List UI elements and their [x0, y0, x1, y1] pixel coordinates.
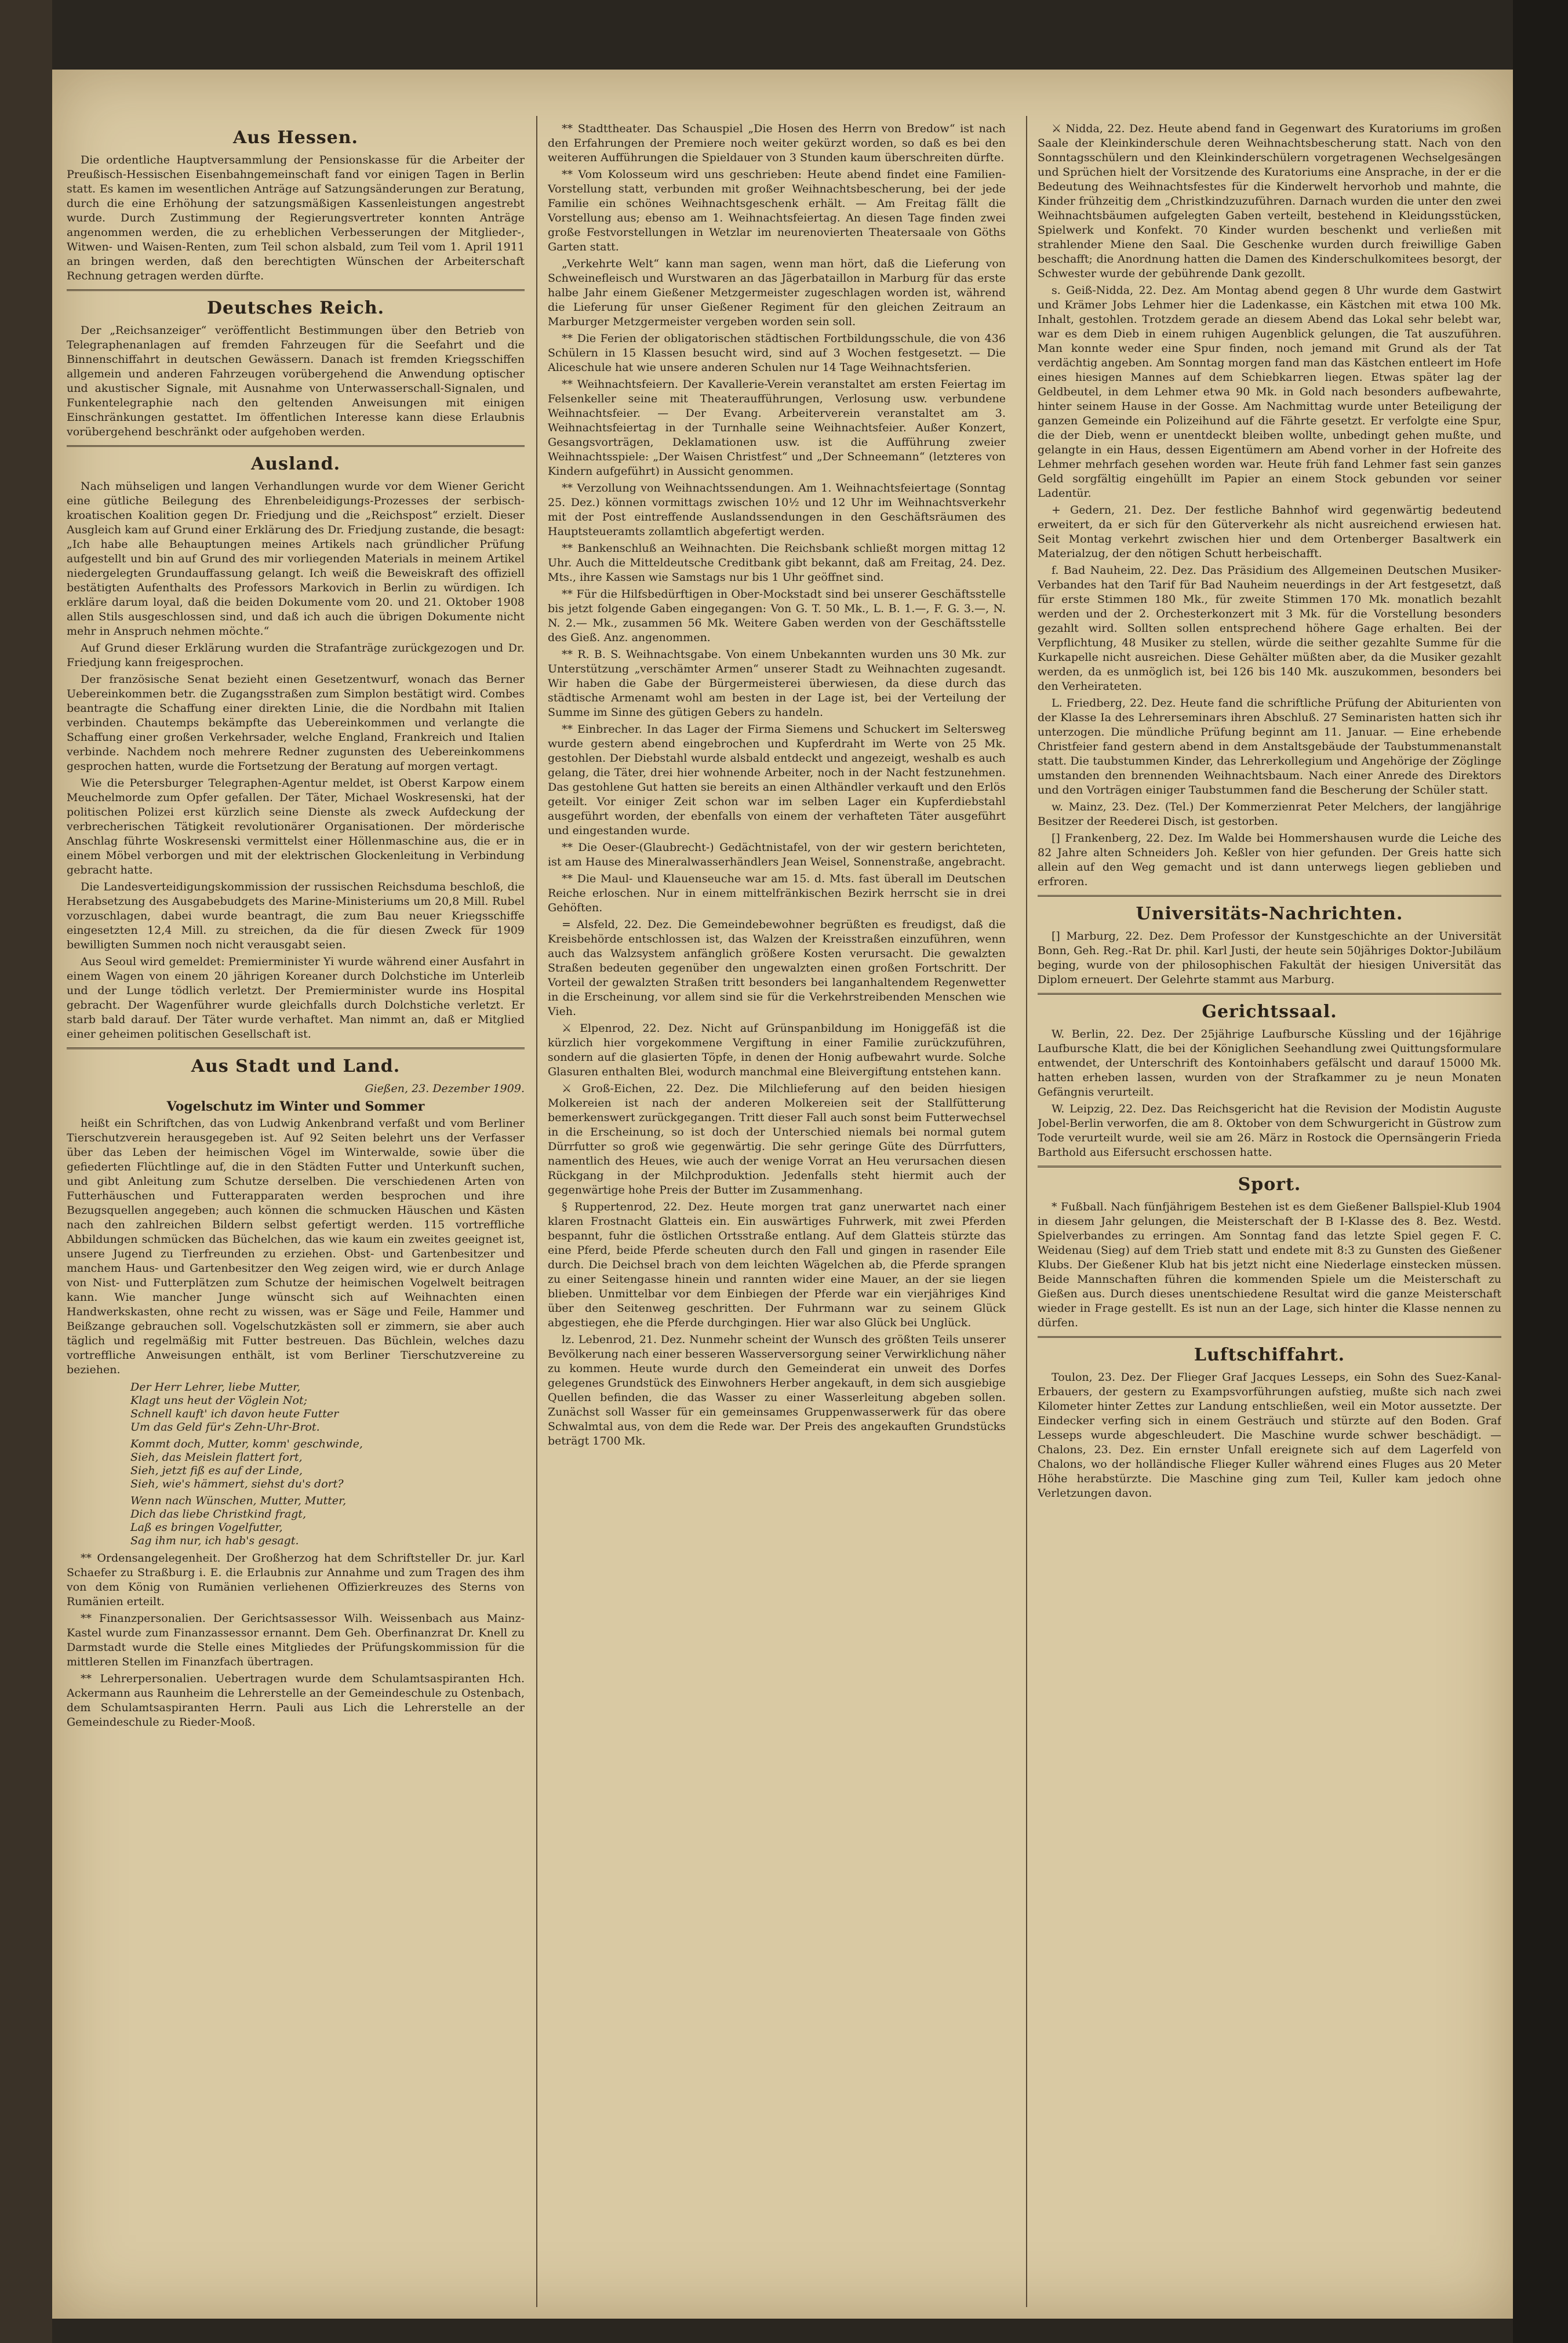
article-text: ** Einbrecher. In das Lager der Firma Siemens und Schuckert im Seltersweg wurde gestern abend eingebrochen und Kupferdraht im Werte von 25 Mk. gestohlen. Der Diebstahl wurde alsbald entdeckt und angezeigt, weshalb es auch gelang, die Täter, drei hier wohnende Arbeiter, noch in der Nacht festzunehmen. Das gestohlene Gut hatten sie bereits an einen Althändler verkauft und den Erlös geteilt. Vor einiger Zeit schon war im selben Lager ein Kupferdiebstahl ausgeführt worden, der ebenfalls von einem der verhafteten Täter ausgeführt und eingestanden wurde.	[548, 723, 1006, 837]
article-text: ** Vom Kolosseum wird uns geschrieben: Heute abend findet eine Familien-Vorstellung statt, verbunden mit großer Weihnachtsbescherung, bei der jede Familie ein schönes Weihnachtsgeschenk erhält. — Am Freitag fällt die Vorstellung aus; ebenso am 1. Weihnachtsfeiertag. An diesen Tage finden zwei große Festvorstellungen in Wetzlar im neurenovierten Theatersaale von Göths Garten statt.	[548, 168, 1006, 253]
article-text: ** Finanzpersonalien. Der Gerichtsassessor Wilh. Weissenbach aus Mainz-Kastel wurde zum Finanzassessor ernannt. Dem Geh. Oberfinanzrat Dr. Knell zu Darmstadt wurde die Stelle eines Mitgliedes der Prüfungskommission für die mittleren Stellen im Finanzfach übertragen.	[67, 1612, 525, 1668]
article-text: heißt ein Schriftchen, das von Ludwig Ankenbrand verfaßt und vom Berliner Tierschutzverein herausgegeben ist. Auf 92 Seiten belehrt uns der Verfasser über das Leben der heimischen Vögel im Winterwalde, sowie über die gefiederten Flüchtlinge auf, die in den Städten Futter und Unterkunft suchen, und gibt Anleitung zum Schutze derselben. Die verschiedenen Arten von Futterhäuschen und Futterapparaten werden besprochen und ihre Bezugsquellen angegeben; auch können die schmucken Häuschen und Kästen nach den zahlreichen Bildern selbst gefertigt werden. 115 vortreffliche Abbildungen schmücken das Büchelchen, das wie kaum ein zweites geeignet ist, unsere Jugend zu Tierfreunden zu erziehen. Obst- und Gartenbesitzer und manchem Haus- und Gartenbesitzer den Weg zeigen wird, wie er durch Anlage von Nist- und Futterplätzen zum Schutze der heimischen Vogelwelt beitragen kann. Wie mancher Junge wünscht sich auf Weihnachten einen Handwerkskasten, ohne recht zu wissen, was er Säge und Feile, Hammer und Beißzange gebrauchen soll. Vogelschutzkästen soll er zimmern, sie aber auch täglich und regelmäßig mit Futter bestreuen. Das Büchlein, welches dazu vortreffliche Anweisungen enthält, ist vom Berliner Tierschutzvereine zu beziehen.	[67, 1117, 525, 1376]
article-text: § Ruppertenrod, 22. Dez. Heute morgen trat ganz unerwartet nach einer klaren Frostnacht Glatteis ein. Ein auswärtiges Fuhrwerk, mit zwei Pferden bespannt, fuhr die östlichen Ortsstraße entlang. Auf dem Glatteis stürzte das eine Pferd, beide Pferde scheuten durch den Fall und gingen in rasender Eile durch. Die Deichsel brach von dem leichten Wägelchen ab, die Pferde sprangen zu einer Seitengasse hinein und rannten wider eine Mauer, an der sie liegen blieben. Unmittelbar vor dem Einbiegen der Pferde war ein vierjähriges Kind über den Seitenweg geschritten. Der Fuhrmann war zu seinem Glück abgestiegen, ehe die Pferde durchgingen. Hier war also Glück bei Unglück.	[548, 1200, 1006, 1329]
article-text: s. Geiß-Nidda, 22. Dez. Am Montag abend gegen 8 Uhr wurde dem Gastwirt und Krämer Jobs Lehmer hier die Ladenkasse, ein Kästchen mit etwa 100 Mk. Inhalt, gestohlen. Trotzdem gerade an diesem Abend das Lokal sehr belebt war, war es dem Dieb in einem ruhigen Augenblick gelungen, die Tat auszuführen. Man konnte weder eine Spur finden, noch jemand mit Grund als der Tat verdächtig angeben. Am Sonntag morgen fand man das Kästchen entleert im Hofe eines hiesigen Mannes auf dem Schiebkarren liegen. Etwas später lag der Geldbeutel, in dem Lehmer etwa 90 Mk. in Gold nach besonders aufbewahrte, hinter seinem Hause in der Gosse. Am Nachmittag wurde unter Beteiligung der ganzen Gemeinde ein Polizeihund auf die Fährte gesetzt. Er verfolgte eine Spur, die der Dieb, wenn er unentdeckt bleiben wollte, unbedingt gehen mußte, und gelangte in ein Haus, dessen Eigentümern am Abend vorher in der Hofreite des Lehmer mehrfach gesehen worden war. Heute früh fand Lehmer fast sein ganzes Geld sorgfältig eingehüllt im Papier an einem Stock gebunden vor seiner Ladentür.	[1038, 284, 1501, 500]
book-binding-left	[0, 0, 52, 2343]
article-text: Nach mühseligen und langen Verhandlungen wurde vor dem Wiener Gericht eine gütliche Beilegung des Ehrenbeleidigungs-Prozesses der serbisch-kroatischen Koalition gegen Dr. Friedjung und die „Reichspost“ erzielt. Dieser Ausgleich kam auf Grund einer Erklärung des Dr. Friedjung zustande, die besagt: „Ich habe alle Behauptungen meines Artikels nach gründlicher Prüfung aufgestellt und bin auf Grund des mir vorliegenden Materials in meinem Artikel niedergelegten Grundauffassung gelangt. Ich weiß die Beweiskraft des offiziell bestätigten Aufenthalts des Professors Markovich in Berlin zu würdigen. Ich erkläre darum loyal, daß die beiden Dokumente vom 20. und 21. Oktober 1908 allen Stils ausgeschlossen sind, und daß ich auch die übrigen Dokumente nicht mehr in Anspruch nehmen möchte.“	[67, 480, 525, 638]
section-title-sport: Sport.	[1238, 1174, 1301, 1195]
column-rule	[1026, 116, 1027, 2307]
section-title-ausland: Ausland.	[250, 454, 341, 474]
section-title-universitaet: Universitäts-Nachrichten.	[1136, 904, 1403, 924]
poem-line: Klagt uns heut der Vöglein Not;	[130, 1394, 307, 1407]
article-text: W. Berlin, 22. Dez. Der 25jährige Laufbursche Küssling und der 16jährige Laufbursche Klatt, die bei der Königlichen Seehandlung zwei Quittungsformulare entwendet, der Unterschrift des Kontoinhabers gefälscht und darauf 15000 Mk. hatten erheben lassen, wurden von der Strafkammer zu je neun Monaten Gefängnis verurteilt.	[1038, 1028, 1501, 1098]
article-text: Die Landesverteidigungskommission der russischen Reichsduma beschloß, die Herabsetzung des Ausgabebudgets des Marine-Ministeriums um 20,8 Mill. Rubel vorzuschlagen, dabei wurde beantragt, die zum Bau neuer Kriegsschiffe eingesetzten 12,4 Mill. zu streichen, da die für diesen Zweck für 1909 bewilligten Summen noch nicht verausgabt seien.	[67, 881, 525, 951]
article-text: ** Für die Hilfsbedürftigen in Ober-Mockstadt sind bei unserer Geschäftsstelle bis jetzt folgende Gaben eingegangen: Von G. T. 50 Mk., L. B. 1.—, F. G. 3.—, N. N. 2.— Mk., zusammen 56 Mk. Weitere Gaben werden von der Geschäftsstelle des Gieß. Anz. angenommen.	[548, 588, 1006, 644]
article-text: ⚔ Groß-Eichen, 22. Dez. Die Milchlieferung auf den beiden hiesigen Molkereien ist nach der anderen Molkereien seit der Stallfütterung bemerkenswert zurückgegangen. Tritt dieser Fall auch sonst beim Futterwechsel in die Erscheinung, so ist doch der Unterschied niemals bei normal gutem Dürrfutter so groß wie gegenwärtig. Die sehr geringe Güte des Dürrfutters, namentlich des Heues, wie auch der wenige Vorrat an Heu verursachen diesen Rückgang in der Milchproduktion. Jedenfalls steht hiermit auch der gegenwärtige hohe Preis der Butter im Zusammenhang.	[548, 1082, 1006, 1196]
article-title-vogelschutz: Vogelschutz im Winter und Sommer	[166, 1099, 425, 1114]
article-text: ** Die Maul- und Klauenseuche war am 15. d. Mts. fast überall im Deutschen Reiche erloschen. Nur in einem mittelfränkischen Bezirk herrscht sie in drei Gehöften.	[548, 872, 1006, 914]
article-text: W. Leipzig, 22. Dez. Das Reichsgericht hat die Revision der Modistin Auguste Jobel-Berlin verworfen, die am 8. Oktober von dem Schwurgericht in Güstrow zum Tode verurteilt wurde, weil sie am 26. März in Rostock die Opernsängerin Frieda Barthold aus Eifersucht erschossen hatte.	[1038, 1103, 1501, 1159]
poem-line: Kommt doch, Mutter, komm' geschwinde,	[130, 1438, 363, 1450]
article-text: f. Bad Nauheim, 22. Dez. Das Präsidium des Allgemeinen Deutschen Musiker-Verbandes hat den Tarif für Bad Nauheim neuerdings in der Art festgesetzt, daß für erste Stimmen 180 Mk., für zweite Stimmen 170 Mk. monatlich bezahlt werden und der 2. Orchesterkonzert mit 3 Mk. für die Vorstellung besonders gezahlt wird. Sollten sollen entsprechend höhere Gage erhalten. Bei der Verpflichtung, 48 Musiker zu stellen, würde die seither gezahlte Summe für die Kurkapelle nicht ausreichen. Diese Gehälter müßten aber, da die Musiker gezahlt werden, da es unmöglich ist, bei 126 bis 140 Mk. auszukommen, besonders bei den Verheirateten.	[1038, 564, 1501, 693]
section-divider	[1038, 895, 1501, 897]
article-text: ** Bankenschluß an Weihnachten. Die Reichsbank schließt morgen mittag 12 Uhr. Auch die Mitteldeutsche Creditbank gibt bekannt, daß am Freitag, 24. Dez. Mts., ihre Kassen wie Samstags nur bis 1 Uhr geöffnet sind.	[548, 542, 1006, 584]
column-rule	[536, 116, 537, 2307]
article-text: w. Mainz, 23. Dez. (Tel.) Der Kommerzienrat Peter Melchers, der langjährige Besitzer der Reederei Disch, ist gestorben.	[1038, 801, 1501, 828]
poem-line: Dich das liebe Christkind fragt,	[130, 1508, 306, 1520]
article-text: Die ordentliche Hauptversammlung der Pensionskasse für die Arbeiter der Preußisch-Hessischen Eisenbahngemeinschaft fand vor einigen Tagen in Berlin statt. Es kamen im wesentlichen Anträge auf Satzungsänderungen zur Beratung, durch die eine Erhöhung der satzungsmäßigen Kassenleistungen angestrebt wurde. Durch Zustimmung der Regierungsvertreter konnten Anträge angenommen werden, die zu erheblichen Verbesserungen der Mitglieder-, Witwen- und Waisen-Renten, zum Teil schon alsbald, zum Teil vom 1. April 1911 an bringen werden, daß den berechtigten Wünschen der Arbeiterschaft Rechnung getragen werden dürfte.	[67, 154, 525, 282]
poem-line: Sag ihm nur, ich hab's gesagt.	[130, 1534, 299, 1547]
article-text: ⚔ Elpenrod, 22. Dez. Nicht auf Grünspanbildung im Honiggefäß ist die kürzlich hier vorgekommene Vergiftung in einer Familie zurückzuführen, sondern auf die glasierten Töpfe, in denen der Honig aufbewahrt wurde. Solche Glasuren enthalten Blei, wodurch manchmal eine Bleivergiftung entstehen kann.	[548, 1022, 1006, 1078]
poem-line: Sieh, wie's hämmert, siehst du's dort?	[130, 1478, 344, 1490]
poem	[130, 1381, 525, 1548]
article-text: Der „Reichsanzeiger“ veröffentlicht Bestimmungen über den Betrieb von Telegraphenanlagen auf fremden Fahrzeugen für die Seefahrt und die Binnenschiffahrt in deutschen Gewässern. Danach ist fremden Kriegsschiffen allgemein und anderen Fahrzeugen vorübergehend die Anwendung optischer und akustischer Signale, mit Ausnahme von Unterwasserschall-Signalen, und Funkentelegraphie nach den geltenden Anweisungen mit einigen Einschränkungen gestattet. Im öffentlichen Interesse kann diese Erlaubnis vorübergehend beschränkt oder aufgehoben werden.	[67, 324, 525, 438]
article-text: ** Die Ferien der obligatorischen städtischen Fortbildungsschule, die von 436 Schülern in 15 Klassen besucht wird, sind auf 3 Wochen festgesetzt. — Die Aliceschule hat wie unsere anderen Schulen nur 14 Tage Weihnachtsferien.	[548, 332, 1006, 374]
section-divider	[1038, 993, 1501, 995]
section-title-luftschiffahrt: Luftschiffahrt.	[1194, 1345, 1345, 1365]
section-title-gerichtssaal: Gerichtssaal.	[1202, 1002, 1337, 1022]
column-1	[67, 122, 525, 2301]
book-binding-right	[1513, 0, 1568, 2343]
newspaper-page	[52, 70, 1513, 2319]
poem-line: Sieh, jetzt fiß es auf der Linde,	[130, 1464, 303, 1477]
article-text: * Fußball. Nach fünfjährigem Bestehen ist es dem Gießener Ballspiel-Klub 1904 in diesem Jahr gelungen, die Meisterschaft der B I-Klasse des 8. Bez. Westd. Spielverbandes zu erringen. Am Sonntag fand das letzte Spiel gegen F. C. Weidenau (Sieg) auf dem Trieb statt und endete mit 8:3 zu Gunsten des Gießener Klubs. Der Gießener Klub hat bis jetzt nicht eine Niederlage einstecken müssen. Beide Mannschaften führen die kommenden Spiele um die Meisterschaft zu Gießen aus. Durch dieses unentschiedene Resultat wird die ganze Meisterschaft wieder in Frage gestellt. Es ist nun an der Lage, sich hinter die Klasse nennen zu dürfen.	[1038, 1200, 1501, 1329]
article-text: L. Friedberg, 22. Dez. Heute fand die schriftliche Prüfung der Abiturienten von der Klasse Ia des Lehrerseminars ihren Abschluß. 27 Seminaristen hatten sich ihr unterzogen. Die mündliche Prüfung beginnt am 11. Januar. — Eine erhebende Christfeier fand gestern abend in dem Anstaltsgebäude der Taubstummenanstalt statt. Die taubstummen Kinder, das Lehrerkollegium und Angehörige der Zöglinge umstanden den brennenden Weihnachtsbaum. Nach einer Anrede des Direktors und den Vorträgen einiger Taubstummen fand die Bescherung der Schüler statt.	[1038, 697, 1501, 796]
article-text: Wie die Petersburger Telegraphen-Agentur meldet, ist Oberst Karpow einem Meuchelmorde zum Opfer gefallen. Der Täter, Michael Woskresenski, hat der politischen Polizei erst kürzlich seine Dienste als zweck Aufdeckung der verbrecherischen Tätigkeit revolutionärer Organisationen. Der mörderische Anschlag führte Woskresenski vermittelst einer Höllenmaschine aus, die er in einem Möbel verborgen und mit der elektrischen Glockenleitung in Verbindung gebracht hatte.	[67, 777, 525, 876]
section-divider	[1038, 1336, 1501, 1338]
poem-line: Der Herr Lehrer, liebe Mutter,	[130, 1381, 301, 1394]
article-text: + Gedern, 21. Dez. Der festliche Bahnhof wird gegenwärtig bedeutend erweitert, da er sich für den Güterverkehr als nicht ausreichend erwiesen hat. Seit Montag verkehrt zwischen hier und dem Ortenberger Basaltwerk ein Materialzug, der den nötigen Schutt herbeischafft.	[1038, 504, 1501, 560]
article-text: lz. Lebenrod, 21. Dez. Nunmehr scheint der Wunsch des größten Teils unserer Bevölkerung nach einer besseren Wasserversorgung seiner Verwirklichung näher zu kommen. Heute wurde durch den Gemeinderat ein unweit des Dorfes gelegenes Grundstück des Einwohners Herber angekauft, in dem sich ausgiebige Quellen befinden, die das Wasser zu einer Wasserleitung abgeben sollen. Zunächst soll Wasser für ein gemeinsames Gruppenwasserwerk für das obere Schwalmtal aus, von dem die Rede war. Der Preis des angekauften Grundstücks beträgt 1700 Mk.	[548, 1333, 1006, 1447]
poem-line: Laß es bringen Vogelfutter,	[130, 1521, 283, 1534]
article-text: Der französische Senat bezieht einen Gesetzentwurf, wonach das Berner Uebereinkommen betr. die Zugangsstraßen zum Simplon bestätigt wird. Combes beantragte die Schaffung einer direkten Linie, die die Nordbahn mit Italien verbinden. Chautemps bekämpfte das Uebereinkommen und verlangte die Schaffung einer großen Verkehrsader, welche England, Frankreich und Italien verbinde. Nachdem noch mehrere Redner zugunsten des Uebereinkommens gesprochen hatten, wurde die Fortsetzung der Beratung auf morgen vertagt.	[67, 673, 525, 773]
column-3	[1038, 122, 1501, 2301]
article-text: ⚔ Nidda, 22. Dez. Heute abend fand in Gegenwart des Kuratoriums im großen Saale der Kleinkinderschule deren Weihnachtsbescherung statt. Nach von den Sonntagsschülern und den Kleinkinderschülern vorgetragenen Wechselgesängen und Sprüchen hielt der Vorsitzende des Kuratoriums eine Ansprache, in der er die Bedeutung des Weihnachtsfestes für die Kinderwelt hervorhob und mahnte, die Kinder frühzeitig dem „Christkindzuzuführen. Darnach wurden die unter den zwei Weihnachtsbäumen aufgelegten Gaben verteilt, bestehend in Kleidungsstücken, Spielwerk und Konfekt. 70 Kinder wurden beschenkt und verließen mit strahlender Miene den Saal. Die Geschenke wurden durch freiwillige Gaben beschafft; die Anordnung hatten die Damen des Kinderschulkomitees besorgt, der Schwester wurde der gebührende Dank gezollt.	[1038, 122, 1501, 280]
article-text: ** Ordensangelegenheit. Der Großherzog hat dem Schriftsteller Dr. jur. Karl Schaefer zu Straßburg i. E. die Erlaubnis zur Annahme und zum Tragen des ihm von dem König von Rumänien verliehenen Offizierkreuzes des Sterns von Rumänien erteilt.	[67, 1552, 525, 1608]
article-text: ** Die Oeser-(Glaubrecht-) Gedächtnistafel, von der wir gestern berichteten, ist am Hause des Mineralwasserhändlers Jean Weisel, Sonnenstraße, angebracht.	[548, 841, 1006, 868]
article-text: Aus Seoul wird gemeldet: Premierminister Yi wurde während einer Ausfahrt in einem Wagen von einem 20 jährigen Koreaner durch Dolchstiche im Unterleib und der Lunge tödlich verletzt. Der Premierminister wurde ins Hospital gebracht. Der Wagenführer wurde gleichfalls durch Dolchstiche verletzt. Er starb bald darauf. Der Täter wurde verhaftet. Man nimmt an, daß er Mitglied einer geheimen politischen Gesellschaft ist.	[67, 955, 525, 1040]
article-text: ** Weihnachtsfeiern. Der Kavallerie-Verein veranstaltet am ersten Feiertag im Felsenkeller seine mit Theateraufführungen, Verlosung usw. verbundene Weihnachtsfeier. — Der Evang. Arbeiterverein veranstaltet am 3. Weihnachtsfeiertag in der Turnhalle seine Weihnachtsfeier. Außer Konzert, Gesangsvorträgen, Deklamationen usw. ist die Aufführung zweier Weihnachtsspiele: „Der Waisen Christfest“ und „Der Schneemann“ (letzteres von Kindern aufgeführt) in Aussicht genommen.	[548, 378, 1006, 478]
section-divider	[67, 1047, 525, 1049]
section-divider	[67, 289, 525, 291]
poem-line: Um das Geld für's Zehn-Uhr-Brot.	[130, 1421, 320, 1434]
poem-line: Wenn nach Wünschen, Mutter, Mutter,	[130, 1494, 347, 1507]
poem-line: Sieh, das Meislein flattert fort,	[130, 1451, 303, 1464]
article-text: ** Lehrerpersonalien. Uebertragen wurde dem Schulamtsaspiranten Hch. Ackermann aus Raunheim die Lehrerstelle an der Gemeindeschule zu Ostenbach, dem Schulamtsaspiranten Herrn. Pauli aus Lich die Lehrerstelle an der Gemeindeschule zu Rieder-Mooß.	[67, 1672, 525, 1729]
article-text: [] Frankenberg, 22. Dez. Im Walde bei Hommershausen wurde die Leiche des 82 Jahre alten Schneiders Joh. Keßler von hier gefunden. Der Greis hatte sich allein auf den Weg gemacht und ist dann unterwegs liegen geblieben und erfroren.	[1038, 832, 1501, 888]
section-divider	[1038, 1166, 1501, 1167]
section-title-reich: Deutsches Reich.	[206, 298, 385, 318]
article-text: „Verkehrte Welt“ kann man sagen, wenn man hört, daß die Lieferung von Schweinefleisch und Wurstwaren an das Jägerbataillon in Marburg für das erste halbe Jahr einem Gießener Metzgermeister zugeschlagen worden ist, während die Lieferung für unser Gießener Regiment für den gleichen Zeitraum an Marburger Metzgermeister vergeben worden sein soll.	[548, 257, 1006, 328]
article-text: Toulon, 23. Dez. Der Flieger Graf Jacques Lesseps, ein Sohn des Suez-Kanal-Erbauers, der gestern zu Exampsvorführungen aufstieg, mußte sich nach zwei Kilometer hinter Zettes zur Landung entschließen, weil ein Motor aussetzte. Der Eindecker verfing sich in einem Gesträuch und stürzte auf den Boden. Graf Lesseps wurde abgeschleudert. Die Maschine wurde schwer beschädigt. — Chalons, 23. Dez. Ein ernster Unfall ereignete sich auf dem Lagerfeld von Chalons, wo der holländische Flieger Kuller während eines Fluges aus 20 Meter Höhe herabstürzte. Die Maschine ging zum Teil, Kuller kam jedoch ohne Verletzungen davon.	[1038, 1371, 1501, 1500]
article-text: ** R. B. S. Weihnachtsgabe. Von einem Unbekannten wurden uns 30 Mk. zur Unterstützung „verschämter Armen“ unserer Stadt zu Weihnachten zugesandt. Wir haben die Gabe der Bürgermeisterei überwiesen, da diese durch das städtische Armenamt wohl am besten in der Lage ist, bei der Verteilung der Summe im Sinne des gütigen Gebers zu handeln.	[548, 648, 1006, 719]
dateline: Gießen, 23. Dezember 1909.	[365, 1082, 525, 1095]
article-text: Auf Grund dieser Erklärung wurden die Strafanträge zurückgezogen und Dr. Friedjung kann freigesprochen.	[67, 642, 525, 669]
article-text: [] Marburg, 22. Dez. Dem Professor der Kunstgeschichte an der Universität Bonn, Geh. Reg.-Rat Dr. phil. Karl Justi, der heute sein 50jähriges Doktor-Jubiläum beging, wurde von der philosophischen Fakultät der hiesigen Universität das Diplom erneuert. Der Gelehrte stammt aus Marburg.	[1038, 930, 1501, 986]
article-text: = Alsfeld, 22. Dez. Die Gemeindebewohner begrüßten es freudigst, daß die Kreisbehörde entschlossen ist, das Walzen der Kreisstraßen einzuführen, wenn auch das Walzsystem anfänglich größere Kosten verursacht. Die gewalzten Straßen bedeuten gegenüber den ungewalzten einen großen Fortschritt. Der Vorteil der gewalzten Straßen tritt besonders bei langanhaltendem Regenwetter in die Erscheinung, vor allem sind sie für die Verkehrstreibenden Menschen wie Vieh.	[548, 918, 1006, 1018]
column-2	[548, 122, 1006, 2301]
section-title-hessen: Aus Hessen.	[233, 128, 358, 148]
section-divider	[67, 445, 525, 447]
article-text: ** Verzollung von Weihnachtssendungen. Am 1. Weihnachtsfeiertage (Sonntag 25. Dez.) können vormittags zwischen 10½ und 12 Uhr im Weihnachtsverkehr mit der Post eintreffende Auslandssendungen in den Geschäftsräumen des Hauptsteueramts zollamtlich abgefertigt werden.	[548, 482, 1006, 538]
poem-line: Schnell kauft' ich davon heute Futter	[130, 1407, 339, 1420]
article-text: ** Stadttheater. Das Schauspiel „Die Hosen des Herrn von Bredow“ ist nach den Erfahrungen der Premiere noch weiter gekürzt worden, so daß es bei den weiteren Aufführungen die Spieldauer von 3 Stunden kaum überschreiten dürfte.	[548, 122, 1006, 164]
section-title-stadt-land: Aus Stadt und Land.	[191, 1056, 401, 1076]
